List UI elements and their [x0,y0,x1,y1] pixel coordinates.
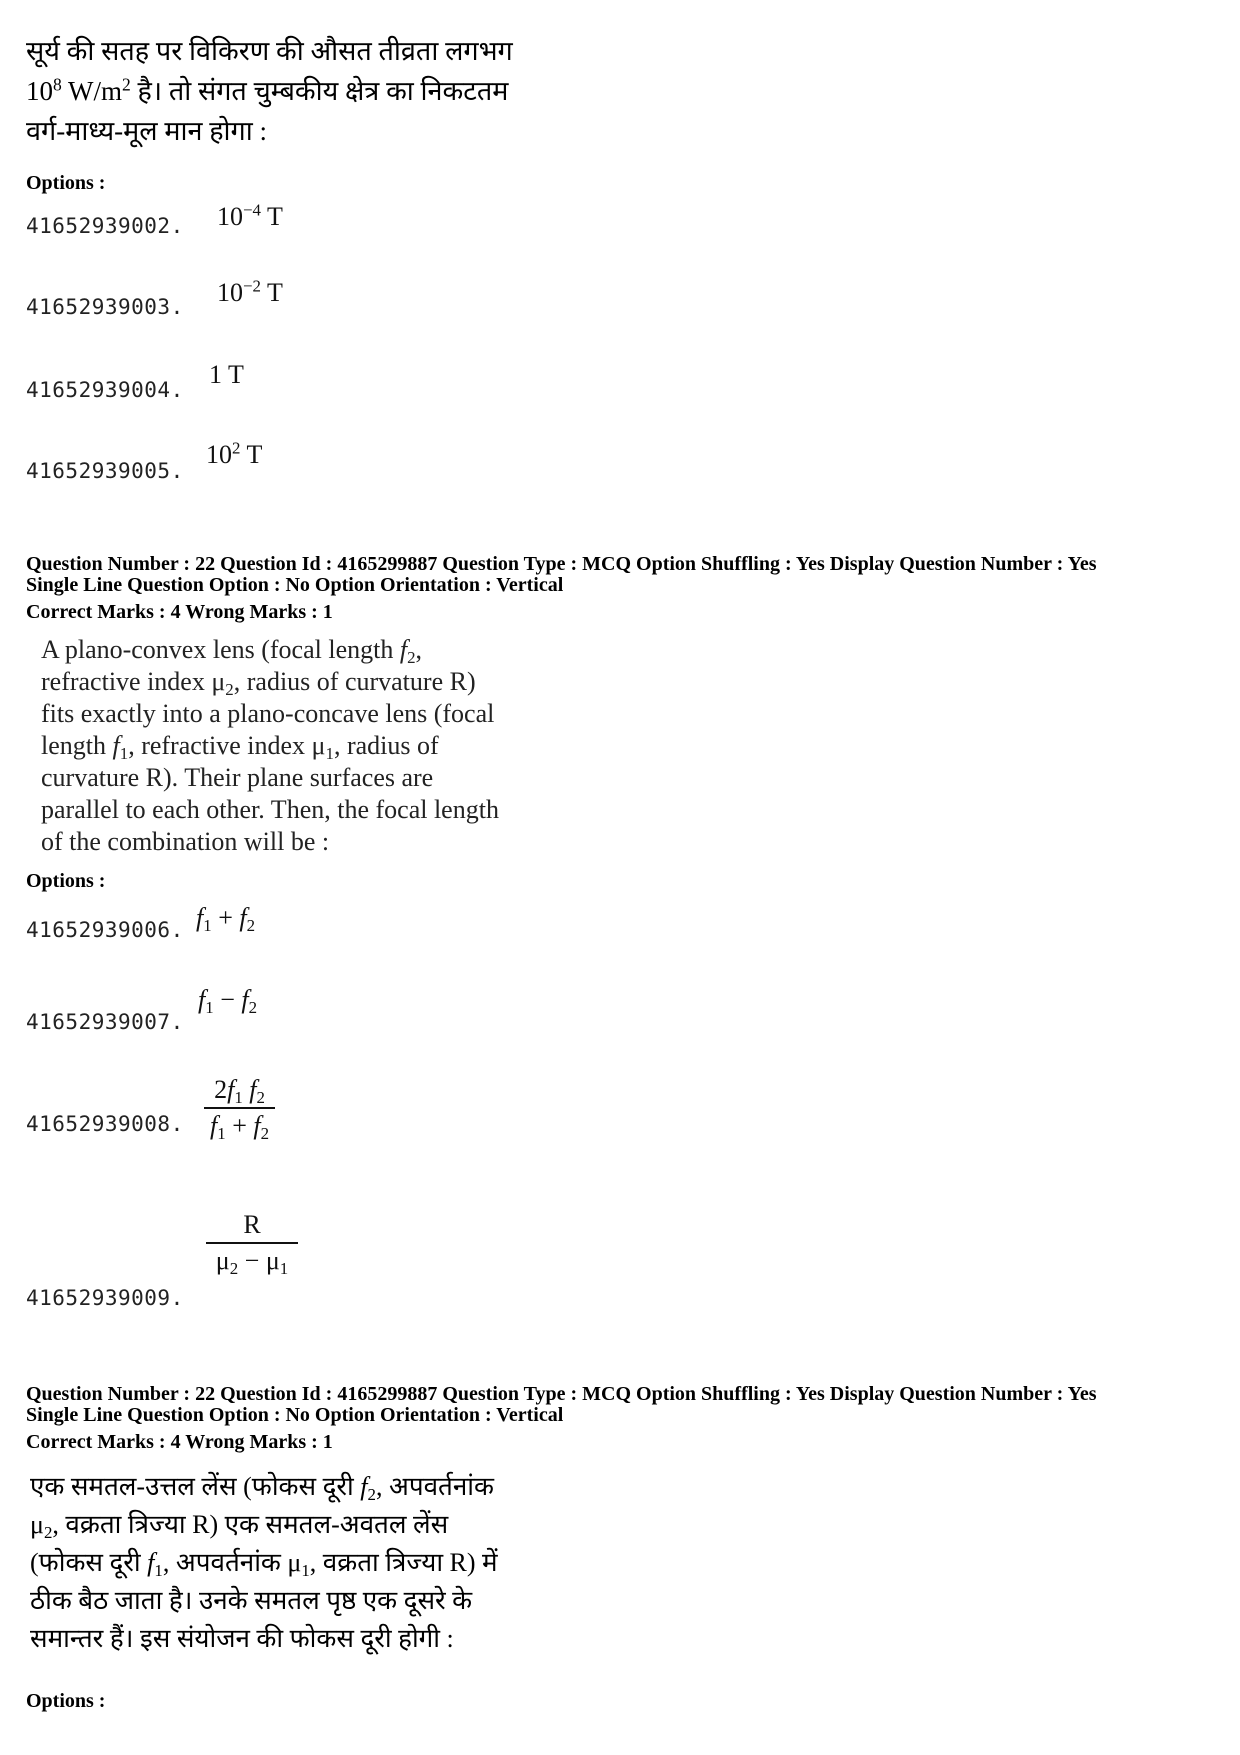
option-id: 41652939009. [26,1286,184,1310]
q22-line-2: refractive index $\mu_2$, radius of curvature R) [41,667,476,700]
q21-line-1: सूर्य की सतह पर विकिरण की औसत तीव्रता लगभग [26,36,513,66]
q22-hi-options-label: Options : [26,1690,106,1712]
q21-line-3: वर्ग-माध्य-मूल मान होगा : [26,116,267,146]
q22-line-5: curvature R). Their plane surfaces are [41,763,434,792]
q22-hi-line-5: समान्तर हैं। इस संयोजन की फोकस दूरी होगी : [30,1624,454,1653]
option-value: $f_1 + f_2$ [196,903,256,936]
option-value: $10^{-2}$ T [217,276,283,307]
option-id: 41652939006. [26,918,184,942]
q22-question-text [41,634,561,858]
q22-hi-line-4: ठीक बैठ जाता है। उनके समतल पृष्ठ एक दूसरे के [30,1586,473,1615]
option-id: 41652939002. [26,214,184,238]
option-value: $10^{-4}$ T [217,200,283,231]
q21-options-label: Options : [26,172,106,194]
q22-line-4: length $f_1$, refractive index $\mu_1$, radius of [41,731,439,764]
option-value: $2f_1$ $f_2$ $f_1 + f_2$ [204,1075,275,1141]
option-id: 41652939007. [26,1010,184,1034]
q22-hi-line-3: (फोकस दूरी $f_1$, अपवर्तनांक $\mu_1$, वक्रता त्रिज्या R) में [30,1548,498,1581]
option-id: 41652939003. [26,295,184,319]
option-value: R $\mu_2 - \mu_1$ [206,1210,298,1276]
q22-meta [26,554,1096,596]
option-id: 41652939005. [26,459,184,483]
option-id: 41652939004. [26,378,184,402]
q21-question-text [26,35,586,147]
q22-line-1: A plano-convex lens (focal length $f_2$, [41,635,423,668]
option-value: 1 T [209,360,244,389]
option-value: $f_1 - f_2$ [198,985,258,1018]
q22-meta-line-2: Single Line Question Option : No Option Orientation : Vertical [26,574,564,596]
option-value: $10^2$ T [206,438,263,469]
q22-marks: Correct Marks : 4 Wrong Marks : 1 [26,601,333,623]
q22-options-label: Options : [26,870,106,892]
q22-hi-marks: Correct Marks : 4 Wrong Marks : 1 [26,1431,333,1453]
q22-line-7: of the combination will be : [41,827,330,856]
q21-line-2: $10^8$ $W/m^2$ है। तो संगत चुम्बकीय क्षेत्र का निकटतम [26,74,509,106]
q22-hi-line-1: एक समतल-उत्तल लेंस (फोकस दूरी $f_2$, अपवर्तनांक [30,1472,495,1505]
q22-hi-question-text [30,1468,590,1658]
q22-meta-line-1: Question Number : 22 Question Id : 4165299887 Question Type : MCQ Option Shuffling : Yes Display Question Number : Yes [26,553,1097,575]
q22-hi-line-2: $\mu_2$, वक्रता त्रिज्या R) एक समतल-अवतल लेंस [30,1510,449,1543]
q22-line-6: parallel to each other. Then, the focal length [41,795,499,824]
q22-hi-meta-line-2: Single Line Question Option : No Option Orientation : Vertical [26,1404,564,1426]
q22-hi-meta [26,1384,1096,1426]
option-id: 41652939008. [26,1112,184,1136]
q22-hi-meta-line-1: Question Number : 22 Question Id : 4165299887 Question Type : MCQ Option Shuffling : Yes Display Question Number : Yes [26,1383,1097,1405]
q22-line-3: fits exactly into a plano-concave lens (focal [41,699,495,728]
